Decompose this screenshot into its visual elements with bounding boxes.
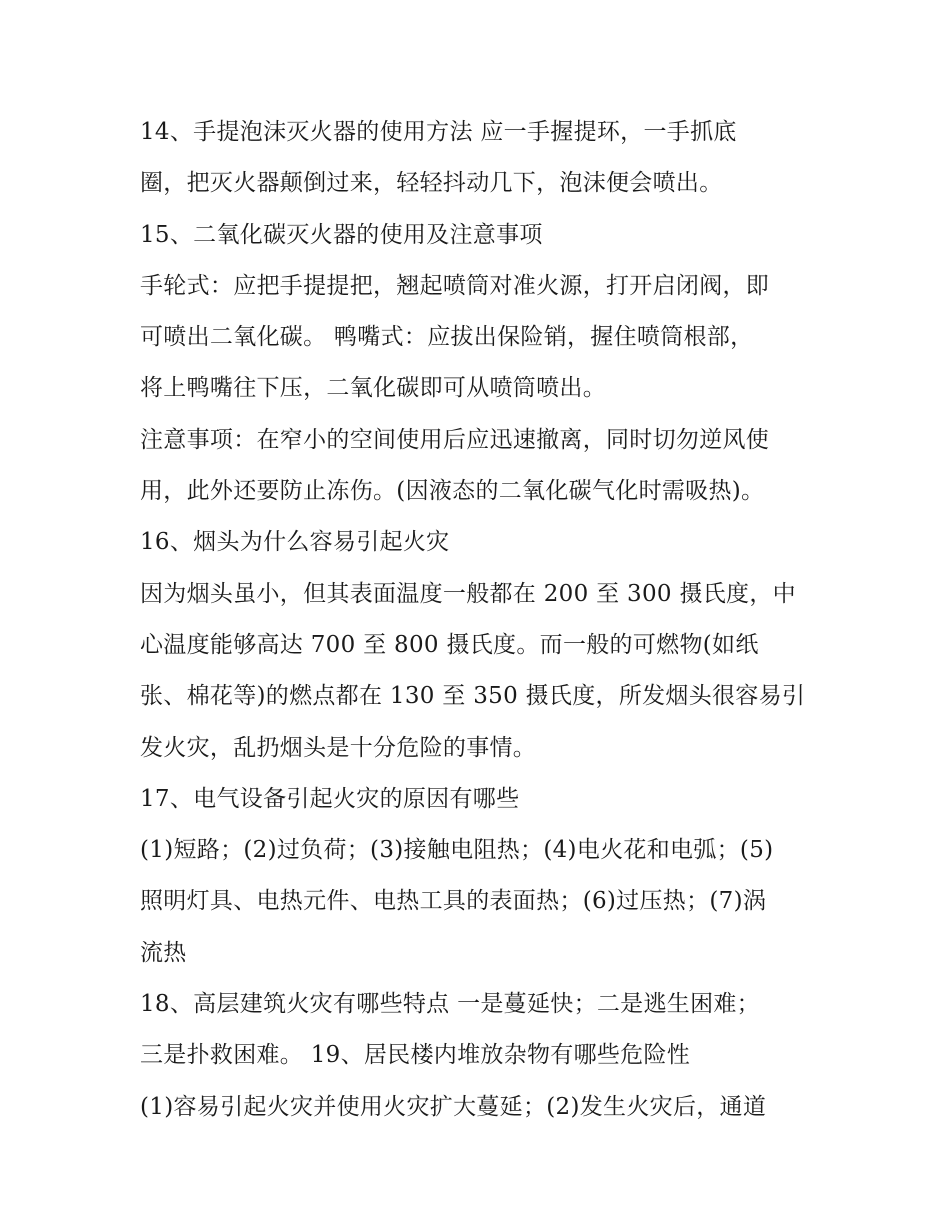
paragraph-line: 心温度能够高达 700 至 800 摄氏度。而一般的可燃物(如纸 <box>140 631 759 658</box>
paragraph-line: 发火灾，乱扔烟头是十分危险的事情。 <box>140 734 537 761</box>
paragraph-line: 用，此外还要防止冻伤。(因液态的二氧化碳气化时需吸热)。 <box>140 478 765 505</box>
paragraph-line: 圈，把灭火器颠倒过来，轻轻抖动几下，泡沫便会喷出。 <box>140 170 723 197</box>
paragraph-line: 可喷出二氧化碳。 鸭嘴式：应拔出保险销，握住喷筒根部， <box>140 324 754 351</box>
heading-16-line: 16、烟头为什么容易引起火灾 <box>140 529 450 556</box>
paragraph-line: 因为烟头虽小，但其表面温度一般都在 200 至 300 摄氏度，中 <box>140 580 796 607</box>
document-body <box>140 107 820 1133</box>
heading-18-line: 18、高层建筑火灾有哪些特点 一是蔓延快；二是逃生困难； <box>140 991 760 1018</box>
heading-19-line: 三是扑救困难。 19、居民楼内堆放杂物有哪些危险性 <box>140 1042 691 1069</box>
heading-17-line: 17、电气设备引起火灾的原因有哪些 <box>140 785 520 812</box>
paragraph-line: 照明灯具、电热元件、电热工具的表面热；(6)过压热；(7)涡 <box>140 888 767 915</box>
heading-14-line: 14、手提泡沫灭火器的使用方法 应一手握提环，一手抓底 <box>140 119 737 145</box>
paragraph-line: 将上鸭嘴往下压，二氧化碳即可从喷筒喷出。 <box>140 375 606 402</box>
paragraph-line: (1)容易引起火灾并使用火灾扩大蔓延；(2)发生火灾后，通道 <box>140 1093 767 1120</box>
paragraph-line: (1)短路；(2)过负荷；(3)接触电阻热；(4)电火花和电弧；(5) <box>140 837 774 864</box>
paragraph-line: 注意事项：在窄小的空间使用后应迅速撤离，同时切勿逆风使 <box>140 426 770 453</box>
heading-15-line: 15、二氧化碳灭火器的使用及注意事项 <box>140 221 543 248</box>
paragraph-line: 手轮式：应把手提提把，翘起喷筒对准火源，打开启闭阀，即 <box>140 272 770 299</box>
paragraph-line: 张、棉花等)的燃点都在 130 至 350 摄氏度，所发烟头很容易引 <box>140 683 806 710</box>
paragraph-line: 流热 <box>140 939 187 966</box>
